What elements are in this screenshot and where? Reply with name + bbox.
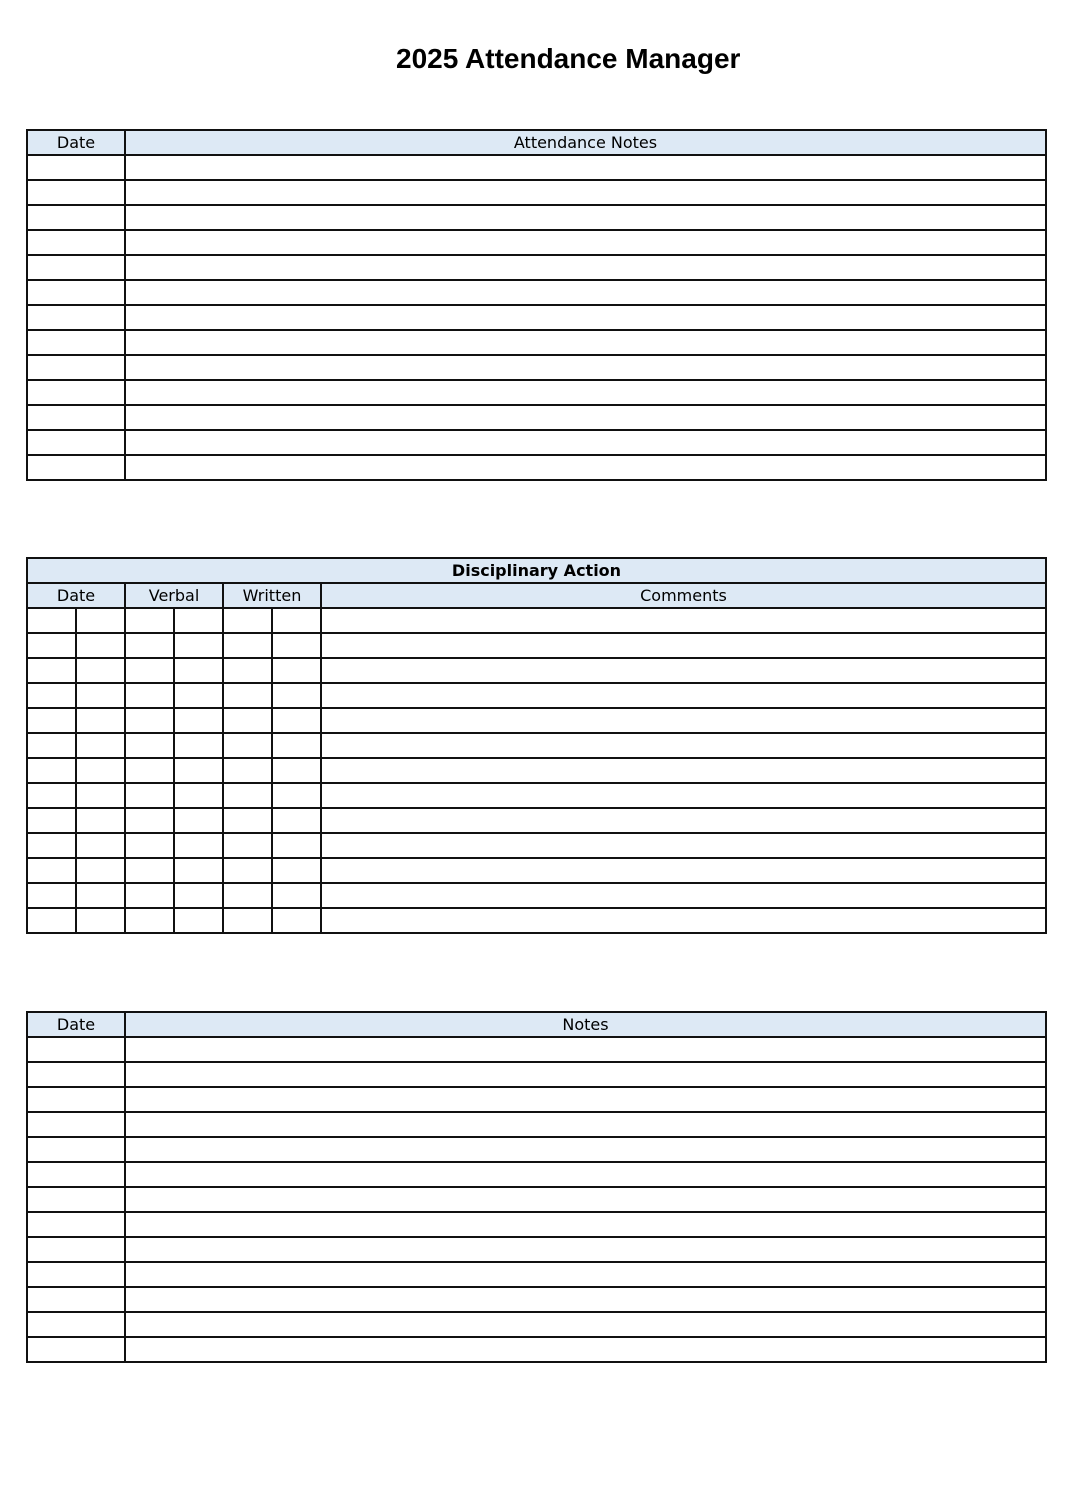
attendance-cell[interactable] <box>125 255 1046 280</box>
attendance-header-row <box>27 130 1046 155</box>
disciplinary-cell[interactable] <box>125 658 174 683</box>
attendance-cell[interactable] <box>27 280 125 305</box>
disciplinary-title-row <box>27 558 1046 583</box>
notes-row <box>27 1062 1046 1087</box>
notes-cell[interactable] <box>125 1037 1046 1062</box>
notes-row <box>27 1162 1046 1187</box>
attendance-row <box>27 405 1046 430</box>
disciplinary-cell[interactable] <box>174 608 223 633</box>
disciplinary-cell[interactable] <box>76 708 125 733</box>
notes-row <box>27 1212 1046 1237</box>
disciplinary-cell[interactable] <box>272 733 321 758</box>
attendance-cell[interactable] <box>125 380 1046 405</box>
disciplinary-cell[interactable] <box>27 808 76 833</box>
notes-row <box>27 1112 1046 1137</box>
attendance-body <box>27 155 1046 480</box>
attendance-cell[interactable] <box>27 380 125 405</box>
disciplinary-cell[interactable] <box>76 783 125 808</box>
disciplinary-cell[interactable] <box>174 683 223 708</box>
notes-cell[interactable] <box>27 1287 125 1312</box>
disciplinary-cell[interactable] <box>223 708 272 733</box>
notes-date-header: Date <box>27 1012 125 1037</box>
disciplinary-cell[interactable] <box>125 758 174 783</box>
disciplinary-cell[interactable] <box>272 608 321 633</box>
disciplinary-cell[interactable] <box>76 658 125 683</box>
disciplinary-cell[interactable] <box>321 608 1046 633</box>
disciplinary-verbal-header: Verbal <box>125 583 223 608</box>
attendance-cell[interactable] <box>125 305 1046 330</box>
disciplinary-cell[interactable] <box>76 608 125 633</box>
disciplinary-cell[interactable] <box>27 633 76 658</box>
disciplinary-cell[interactable] <box>223 833 272 858</box>
disciplinary-cell[interactable] <box>272 858 321 883</box>
disciplinary-cell[interactable] <box>223 808 272 833</box>
notes-cell[interactable] <box>125 1312 1046 1337</box>
disciplinary-cell[interactable] <box>125 633 174 658</box>
attendance-cell[interactable] <box>27 430 125 455</box>
disciplinary-row <box>27 733 1046 758</box>
disciplinary-cell[interactable] <box>76 683 125 708</box>
disciplinary-cell[interactable] <box>272 683 321 708</box>
attendance-notes-header: Attendance Notes <box>125 130 1046 155</box>
disciplinary-cell[interactable] <box>125 908 174 933</box>
notes-cell[interactable] <box>27 1062 125 1087</box>
disciplinary-cell[interactable] <box>223 908 272 933</box>
disciplinary-row <box>27 783 1046 808</box>
disciplinary-cell[interactable] <box>272 808 321 833</box>
disciplinary-cell[interactable] <box>125 783 174 808</box>
attendance-cell[interactable] <box>125 455 1046 480</box>
notes-cell[interactable] <box>27 1187 125 1212</box>
disciplinary-body <box>27 608 1046 933</box>
notes-table <box>26 1011 1047 1363</box>
disciplinary-cell[interactable] <box>174 908 223 933</box>
disciplinary-cell[interactable] <box>27 858 76 883</box>
notes-cell[interactable] <box>125 1112 1046 1137</box>
attendance-cell[interactable] <box>27 305 125 330</box>
attendance-cell[interactable] <box>27 355 125 380</box>
disciplinary-cell[interactable] <box>125 683 174 708</box>
disciplinary-row <box>27 858 1046 883</box>
disciplinary-cell[interactable] <box>174 708 223 733</box>
disciplinary-cell[interactable] <box>27 733 76 758</box>
attendance-cell[interactable] <box>125 180 1046 205</box>
disciplinary-cell[interactable] <box>125 733 174 758</box>
disciplinary-title: Disciplinary Action <box>27 558 1046 583</box>
disciplinary-cell[interactable] <box>321 633 1046 658</box>
disciplinary-cell[interactable] <box>174 733 223 758</box>
notes-row <box>27 1087 1046 1112</box>
notes-cell[interactable] <box>27 1337 125 1362</box>
attendance-row <box>27 430 1046 455</box>
attendance-cell[interactable] <box>27 455 125 480</box>
notes-row <box>27 1312 1046 1337</box>
disciplinary-cell[interactable] <box>27 608 76 633</box>
notes-cell[interactable] <box>27 1037 125 1062</box>
disciplinary-cell[interactable] <box>321 858 1046 883</box>
notes-cell[interactable] <box>27 1087 125 1112</box>
disciplinary-cell[interactable] <box>272 658 321 683</box>
disciplinary-cell[interactable] <box>223 758 272 783</box>
disciplinary-cell[interactable] <box>27 908 76 933</box>
disciplinary-cell[interactable] <box>272 633 321 658</box>
notes-row <box>27 1262 1046 1287</box>
disciplinary-cell[interactable] <box>321 658 1046 683</box>
attendance-cell[interactable] <box>125 405 1046 430</box>
disciplinary-row <box>27 808 1046 833</box>
attendance-cell[interactable] <box>27 230 125 255</box>
notes-cell[interactable] <box>27 1112 125 1137</box>
disciplinary-cell[interactable] <box>27 833 76 858</box>
attendance-row <box>27 330 1046 355</box>
disciplinary-cell[interactable] <box>27 658 76 683</box>
disciplinary-row <box>27 883 1046 908</box>
notes-row <box>27 1287 1046 1312</box>
disciplinary-comments-header: Comments <box>321 583 1046 608</box>
notes-cell[interactable] <box>27 1212 125 1237</box>
attendance-cell[interactable] <box>125 205 1046 230</box>
disciplinary-cell[interactable] <box>76 808 125 833</box>
disciplinary-cell[interactable] <box>223 733 272 758</box>
disciplinary-row <box>27 758 1046 783</box>
disciplinary-cell[interactable] <box>27 783 76 808</box>
disciplinary-action-table <box>26 557 1047 934</box>
attendance-cell[interactable] <box>27 405 125 430</box>
disciplinary-cell[interactable] <box>174 633 223 658</box>
disciplinary-row <box>27 608 1046 633</box>
attendance-row <box>27 355 1046 380</box>
disciplinary-cell[interactable] <box>27 683 76 708</box>
page-title: 2025 Attendance Manager <box>396 43 741 74</box>
disciplinary-cell[interactable] <box>272 883 321 908</box>
disciplinary-cell[interactable] <box>321 883 1046 908</box>
disciplinary-row <box>27 908 1046 933</box>
attendance-row <box>27 230 1046 255</box>
notes-header-row <box>27 1012 1046 1037</box>
disciplinary-cell[interactable] <box>272 758 321 783</box>
attendance-row <box>27 380 1046 405</box>
attendance-notes-table <box>26 129 1047 481</box>
disciplinary-cell[interactable] <box>125 608 174 633</box>
disciplinary-cell[interactable] <box>125 708 174 733</box>
disciplinary-cell[interactable] <box>223 783 272 808</box>
notes-cell[interactable] <box>125 1212 1046 1237</box>
disciplinary-cell[interactable] <box>272 908 321 933</box>
notes-cell[interactable] <box>27 1312 125 1337</box>
notes-cell[interactable] <box>125 1262 1046 1287</box>
disciplinary-cell[interactable] <box>272 708 321 733</box>
disciplinary-cell[interactable] <box>125 883 174 908</box>
disciplinary-cell[interactable] <box>174 808 223 833</box>
disciplinary-cell[interactable] <box>174 758 223 783</box>
disciplinary-header-row <box>27 583 1046 608</box>
notes-cell[interactable] <box>125 1237 1046 1262</box>
disciplinary-cell[interactable] <box>27 758 76 783</box>
notes-cell[interactable] <box>27 1262 125 1287</box>
disciplinary-cell[interactable] <box>125 808 174 833</box>
disciplinary-cell[interactable] <box>321 683 1046 708</box>
notes-cell[interactable] <box>125 1187 1046 1212</box>
notes-cell[interactable] <box>27 1237 125 1262</box>
disciplinary-cell[interactable] <box>321 833 1046 858</box>
disciplinary-cell[interactable] <box>76 833 125 858</box>
attendance-date-header: Date <box>27 130 125 155</box>
disciplinary-cell[interactable] <box>76 633 125 658</box>
disciplinary-cell[interactable] <box>27 883 76 908</box>
disciplinary-cell[interactable] <box>223 608 272 633</box>
disciplinary-cell[interactable] <box>223 858 272 883</box>
attendance-cell[interactable] <box>27 180 125 205</box>
disciplinary-cell[interactable] <box>321 758 1046 783</box>
attendance-cell[interactable] <box>125 155 1046 180</box>
disciplinary-cell[interactable] <box>174 783 223 808</box>
disciplinary-cell[interactable] <box>223 658 272 683</box>
disciplinary-row <box>27 833 1046 858</box>
disciplinary-cell[interactable] <box>321 808 1046 833</box>
notes-row <box>27 1037 1046 1062</box>
disciplinary-cell[interactable] <box>174 833 223 858</box>
attendance-row <box>27 280 1046 305</box>
disciplinary-cell[interactable] <box>76 883 125 908</box>
attendance-row <box>27 455 1046 480</box>
attendance-row <box>27 205 1046 230</box>
attendance-row <box>27 305 1046 330</box>
notes-cell[interactable] <box>27 1137 125 1162</box>
attendance-cell[interactable] <box>27 205 125 230</box>
notes-cell[interactable] <box>27 1162 125 1187</box>
disciplinary-row <box>27 708 1046 733</box>
notes-notes-header: Notes <box>125 1012 1046 1037</box>
attendance-row <box>27 255 1046 280</box>
notes-cell[interactable] <box>125 1062 1046 1087</box>
disciplinary-cell[interactable] <box>174 858 223 883</box>
disciplinary-date-header: Date <box>27 583 125 608</box>
disciplinary-cell[interactable] <box>27 708 76 733</box>
disciplinary-written-header: Written <box>223 583 321 608</box>
disciplinary-cell[interactable] <box>321 908 1046 933</box>
disciplinary-cell[interactable] <box>125 833 174 858</box>
attendance-cell[interactable] <box>125 330 1046 355</box>
disciplinary-cell[interactable] <box>76 758 125 783</box>
disciplinary-cell[interactable] <box>76 733 125 758</box>
notes-cell[interactable] <box>125 1087 1046 1112</box>
disciplinary-cell[interactable] <box>223 883 272 908</box>
notes-cell[interactable] <box>125 1287 1046 1312</box>
disciplinary-cell[interactable] <box>321 783 1046 808</box>
notes-row <box>27 1187 1046 1212</box>
disciplinary-cell[interactable] <box>223 683 272 708</box>
attendance-cell[interactable] <box>27 330 125 355</box>
notes-cell[interactable] <box>125 1337 1046 1362</box>
disciplinary-cell[interactable] <box>272 833 321 858</box>
disciplinary-row <box>27 633 1046 658</box>
disciplinary-cell[interactable] <box>174 658 223 683</box>
notes-row <box>27 1237 1046 1262</box>
attendance-cell[interactable] <box>125 280 1046 305</box>
notes-cell[interactable] <box>125 1162 1046 1187</box>
disciplinary-cell[interactable] <box>76 858 125 883</box>
disciplinary-cell[interactable] <box>125 858 174 883</box>
attendance-cell[interactable] <box>27 255 125 280</box>
attendance-row <box>27 155 1046 180</box>
notes-row <box>27 1337 1046 1362</box>
attendance-cell[interactable] <box>27 155 125 180</box>
disciplinary-row <box>27 658 1046 683</box>
notes-row <box>27 1137 1046 1162</box>
attendance-cell[interactable] <box>125 355 1046 380</box>
disciplinary-cell[interactable] <box>174 883 223 908</box>
attendance-cell[interactable] <box>125 230 1046 255</box>
attendance-row <box>27 180 1046 205</box>
disciplinary-cell[interactable] <box>321 708 1046 733</box>
disciplinary-cell[interactable] <box>76 908 125 933</box>
disciplinary-cell[interactable] <box>321 733 1046 758</box>
notes-body <box>27 1037 1046 1362</box>
attendance-cell[interactable] <box>125 430 1046 455</box>
disciplinary-cell[interactable] <box>272 783 321 808</box>
notes-cell[interactable] <box>125 1137 1046 1162</box>
disciplinary-cell[interactable] <box>223 633 272 658</box>
disciplinary-row <box>27 683 1046 708</box>
